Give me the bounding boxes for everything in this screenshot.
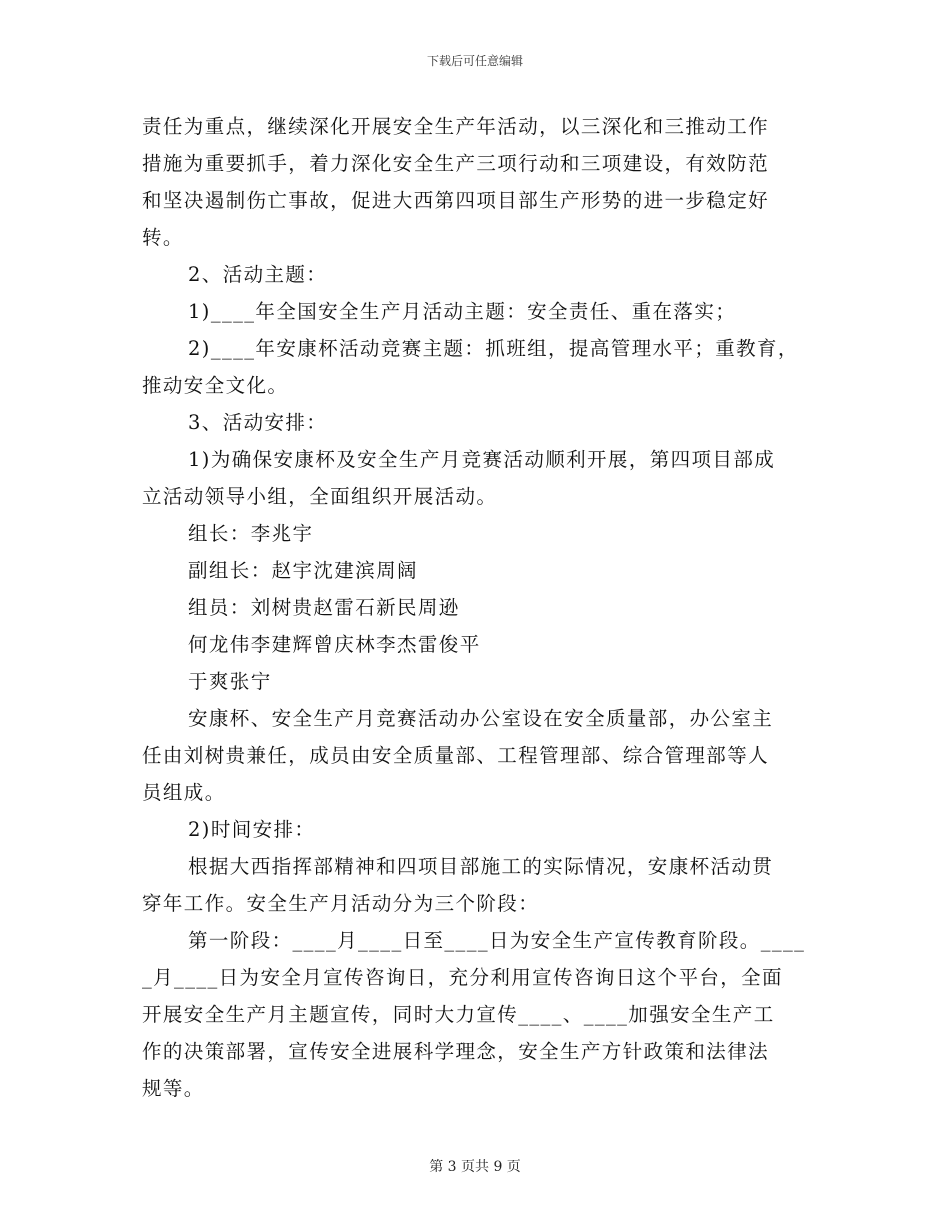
- paragraph-line: 作的决策部署，宣传安全进展科学理念，安全生产方针政策和法律法: [142, 1040, 770, 1063]
- page-footer: 第 3 页共 9 页: [429, 1159, 521, 1175]
- team-members: 组员：刘树贵赵雷石新民周逊: [188, 596, 460, 619]
- document-body: [142, 108, 808, 1107]
- paragraph-line: 员组成。: [142, 781, 226, 804]
- paragraph-line: 根据大西指挥部精神和四项目部施工的实际情况，安康杯活动贯: [188, 855, 774, 878]
- paragraph-line: 2)____年安康杯活动竞赛主题：抓班组，提高管理水平；重教育，: [188, 337, 799, 360]
- paragraph-line: 穿年工作。安全生产月活动分为三个阶段：: [142, 892, 540, 915]
- paragraph-line: 和坚决遏制伤亡事故，促进大西第四项目部生产形势的进一步稳定好: [142, 189, 770, 212]
- team-deputy-leaders: 副组长：赵宇沈建滨周阔: [188, 559, 418, 582]
- paragraph-line: 立活动领导小组，全面组织开展活动。: [142, 485, 498, 508]
- paragraph-line: 措施为重要抓手，着力深化安全生产三项行动和三项建设，有效防范: [142, 152, 770, 175]
- team-leader: 组长：李兆宇: [188, 522, 314, 545]
- paragraph-line: 1)____年全国安全生产月活动主题：安全责任、重在落实；: [188, 300, 737, 323]
- subsection-heading-schedule: 2)时间安排：: [188, 818, 316, 841]
- paragraph-line: 安康杯、安全生产月竞赛活动办公室设在安全质量部，办公室主: [188, 707, 774, 730]
- paragraph-line: 第一阶段：____月____日至____日为安全生产宣传教育阶段。____: [188, 929, 806, 952]
- paragraph-line: 任由刘树贵兼任，成员由安全质量部、工程管理部、综合管理部等人: [142, 744, 770, 767]
- paragraph-line: 开展安全生产月主题宣传，同时大力宣传____、____加强安全生产工: [142, 1003, 775, 1026]
- paragraph-line: 责任为重点，继续深化开展安全生产年活动，以三深化和三推动工作: [142, 115, 770, 138]
- team-members-continued: 何龙伟李建辉曾庆林李杰雷俊平: [188, 633, 481, 656]
- paragraph-line: 1)为确保安康杯及安全生产月竞赛活动顺利开展，第四项目部成: [188, 448, 776, 471]
- paragraph-line: 推动安全文化。: [142, 374, 289, 397]
- paragraph-line: _月____日为安全月宣传咨询日，充分利用宣传咨询日这个平台，全面: [142, 966, 783, 989]
- section-heading-arrangement: 3、活动安排：: [188, 411, 328, 434]
- page-header: 下载后可任意编辑: [426, 54, 523, 68]
- section-heading-theme: 2、活动主题：: [188, 263, 328, 286]
- paragraph-line: 转。: [142, 226, 184, 249]
- team-members-continued: 于爽张宁: [188, 670, 272, 693]
- paragraph-line: 规等。: [142, 1077, 205, 1100]
